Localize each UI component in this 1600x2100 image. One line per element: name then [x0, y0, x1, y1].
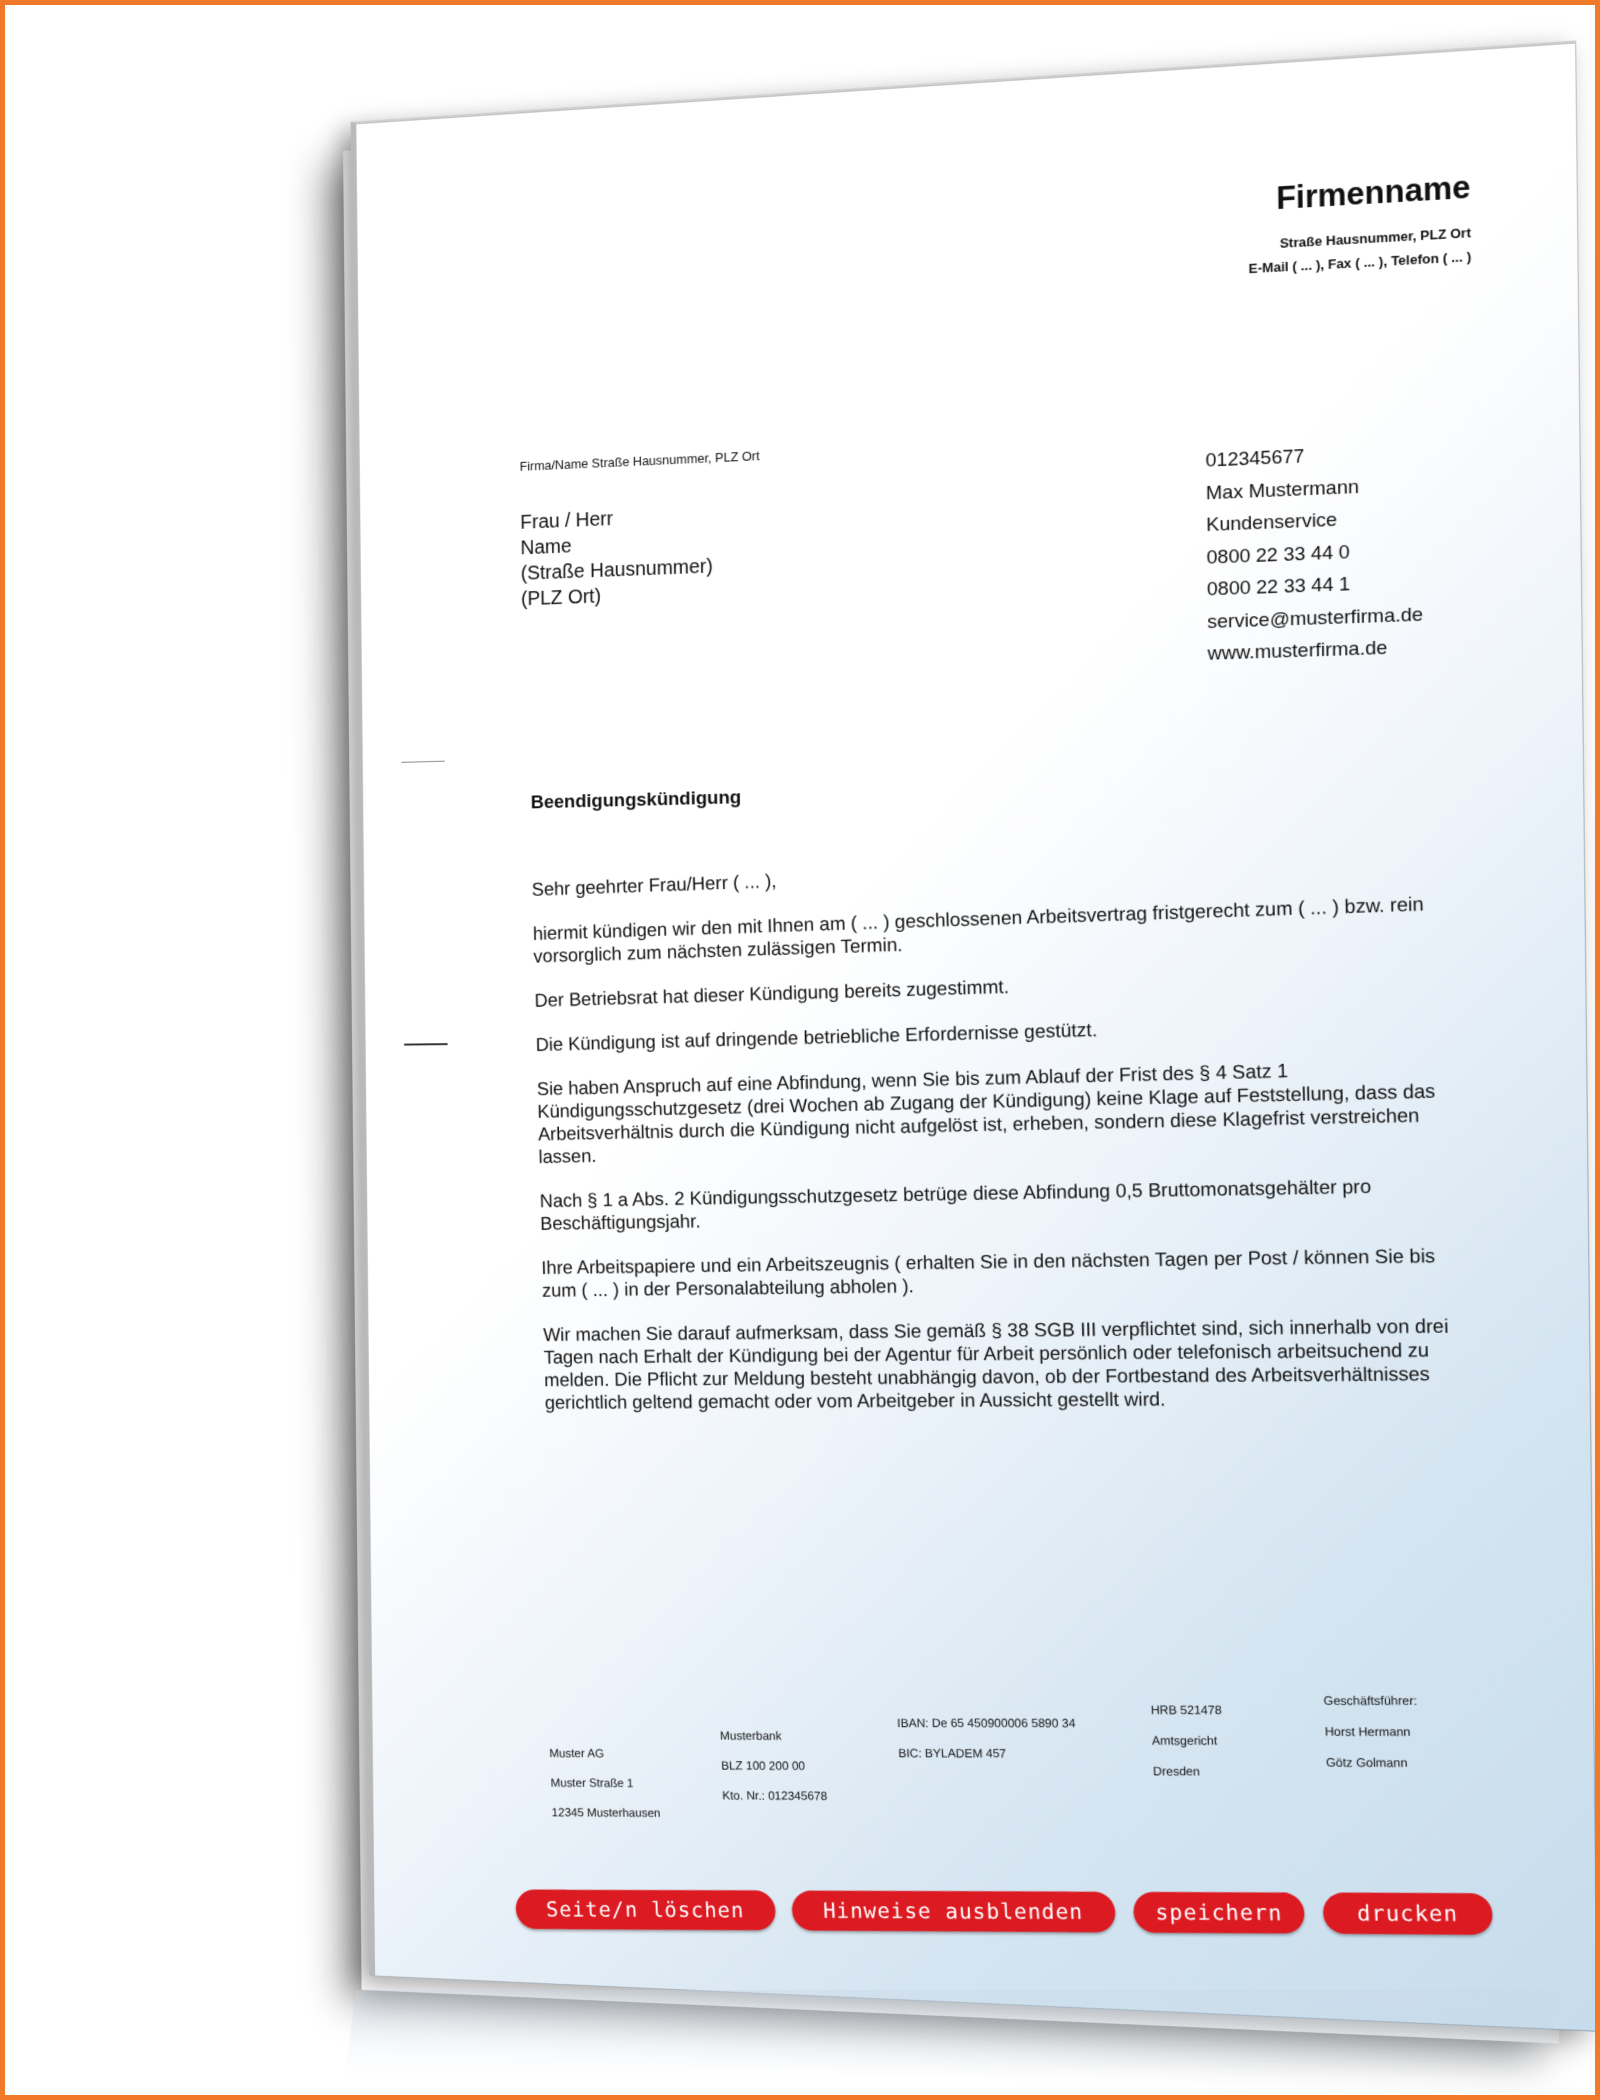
reference-number: 012345677 [1205, 445, 1305, 472]
footer-line: HRB 521478 [1150, 1702, 1222, 1718]
footer-line: Musterbank [719, 1728, 782, 1743]
footer-register [1150, 1695, 1224, 1787]
company-address: Straße Hausnummer, PLZ Ort [1279, 224, 1472, 251]
letter-footer [546, 1662, 1433, 1820]
footer-line: Muster AG [549, 1746, 605, 1761]
footer-management [1323, 1685, 1420, 1778]
sender-line: Firma/Name Straße Hausnummer, PLZ Ort [519, 448, 760, 474]
website: www.musterfirma.de [1207, 637, 1388, 665]
recipient-line: (PLZ Ort) [520, 585, 602, 611]
recipient-line: Name [520, 535, 572, 560]
footer-line: Dresden [1152, 1764, 1201, 1779]
letter-subject: Beendigungskündigung [530, 787, 742, 814]
footer-line: 12345 Musterhausen [551, 1805, 661, 1820]
body-paragraph: Wir machen Sie darauf aufmerksam, dass Sie gemäß § 38 SGB III verpflichtet sind, sich innerhalb von drei Tagen nach Erhalt der Kündigung bei der Agentur für Arbeit persönlich oder telefonisch arbeitsuchend zu melden. Die Pflicht zur Meldung besteht unabhängig davon, ob der Fortbestand des Arbeitsverhältnisses gerichtlich geltend gemacht oder vom Arbeitgeber in Aussicht gestellt wird. [542, 1316, 1449, 1414]
phone: 0800 22 33 44 0 [1206, 541, 1350, 569]
footer-line: Götz Golmann [1325, 1755, 1408, 1771]
punch-mark [404, 1043, 447, 1045]
delete-pages-button[interactable]: Seite/n löschen [515, 1890, 776, 1931]
footer-line: Geschäftsführer: [1323, 1693, 1418, 1708]
salutation: Sehr geehrter Frau/Herr ( ... ), [531, 871, 777, 901]
footer-company [549, 1738, 661, 1827]
footer-line: Amtsgericht [1151, 1733, 1218, 1748]
letter-body [532, 846, 1454, 1437]
fax: 0800 22 33 44 1 [1206, 573, 1351, 601]
body-paragraph: hiermit kündigen wir den mit Ihnen am ( ... ) geschlossenen Arbeitsvertrag fristgerecht zum ( ... ) bzw. rein vorsorglich zum nächsten zulässigen Termin. [532, 894, 1424, 968]
action-bar [515, 1890, 1486, 1956]
contact-person: Max Mustermann [1205, 475, 1360, 504]
fold-mark [401, 761, 444, 763]
department: Kundenservice [1206, 509, 1338, 537]
print-button[interactable]: drucken [1322, 1893, 1493, 1935]
body-paragraph: Sie haben Anspruch auf eine Abfindung, wenn Sie bis zum Ablauf der Frist des § 4 Satz 1 Kündigungsschutzgesetz (drei Wochen ab Zugang der Kündigung) keine Klage auf Feststellung, dass das Arbeitsverhältnis durch die Kündigung nicht aufgelöst ist, erheben, sondern diese Klagefrist verstreichen lassen. [536, 1060, 1436, 1168]
letter-page [351, 40, 1598, 2031]
footer-line: IBAN: De 65 450900006 5890 34 [896, 1715, 1076, 1731]
recipient-line: (Straße Hausnummer) [520, 555, 713, 585]
contact-block [1205, 436, 1423, 671]
footer-line: BLZ 100 200 00 [720, 1758, 806, 1773]
company-contact: E-Mail ( ... ), Fax ( ... ), Telefon ( ... ) [1248, 248, 1472, 277]
footer-line: Kto. Nr.: 012345678 [722, 1788, 828, 1803]
footer-line: BIC: BYLADEM 457 [898, 1746, 1007, 1761]
footer-line: Horst Hermann [1324, 1724, 1411, 1740]
footer-line: Muster Straße 1 [550, 1775, 634, 1791]
recipient-address [520, 502, 713, 612]
body-paragraph: Die Kündigung ist auf dringende betriebliche Erfordernisse gestützt. [535, 1019, 1098, 1056]
body-paragraph: Der Betriebsrat hat dieser Kündigung bereits zugestimmt. [534, 976, 1010, 1012]
footer-bank [719, 1721, 827, 1811]
save-button[interactable]: speichern [1133, 1892, 1306, 1934]
company-name: Firmenname [1275, 168, 1471, 217]
body-paragraph: Ihre Arbeitspapiere und ein Arbeitszeugnis ( erhalten Sie in den nächsten Tagen per Post / können Sie bis zum ( ... ) in der Personalabteilung abholen ). [541, 1245, 1436, 1302]
hide-hints-button[interactable]: Hinweise ausblenden [791, 1891, 1116, 1933]
page-reflection [344, 1990, 1557, 2080]
email: service@musterfirma.de [1207, 603, 1424, 633]
recipient-line: Frau / Herr [520, 508, 614, 534]
body-paragraph: Nach § 1 a Abs. 2 Kündigungsschutzgesetz betrüge diese Abfindung 0,5 Bruttomonatsgehälter pro Beschäftigungsjahr. [539, 1176, 1372, 1235]
company-header [1248, 169, 1472, 281]
footer-iban [897, 1708, 1078, 1769]
